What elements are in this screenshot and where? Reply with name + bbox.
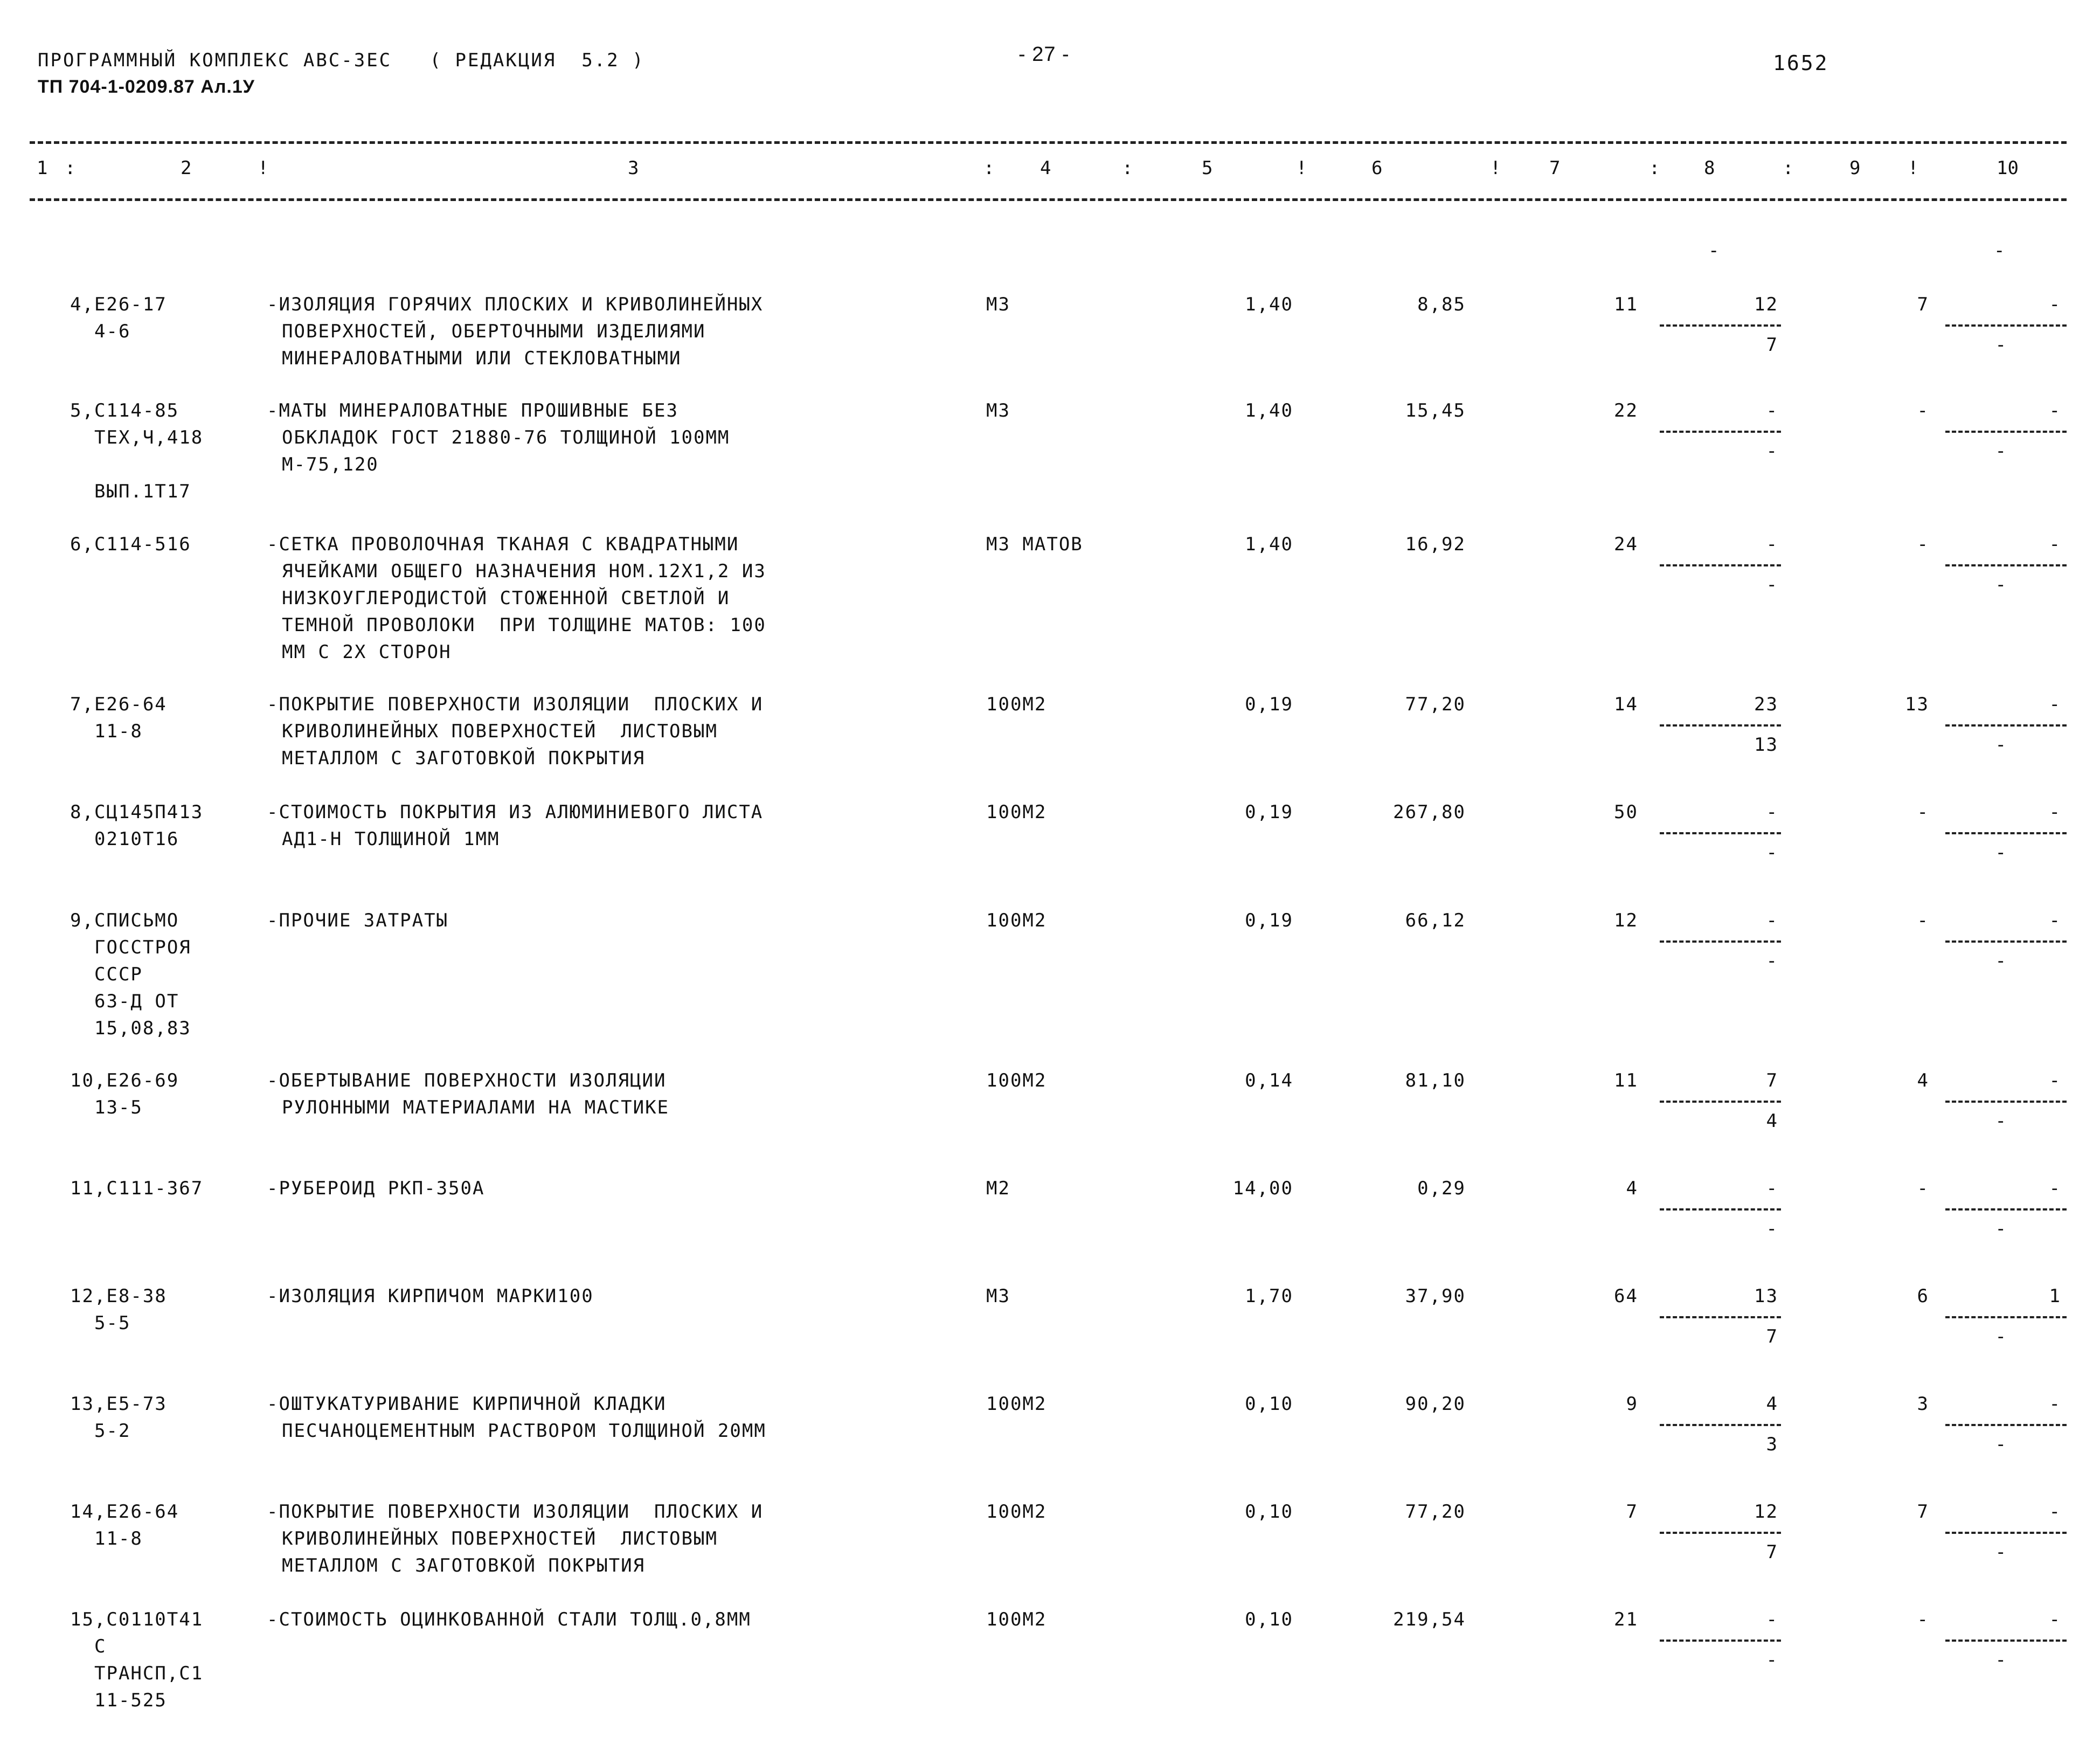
document-code: ТП 704-1-0209.87 Ал.1У [38,77,255,97]
row-col7: 4 [1626,1178,1638,1199]
row-col8-divider [1660,1532,1781,1534]
row-code-line: 8,СЦ145П413 [70,801,204,823]
row-col8-bottom: 7 [1766,334,1778,356]
row-code-line: 0210Т16 [94,828,179,850]
row-col8-bottom: - [1766,950,1778,972]
row-code [70,531,191,558]
row-col10-top: - [2049,1178,2061,1199]
row-unit-price: 8,85 [1417,294,1466,315]
row-unit: 100М2 [986,1070,1047,1091]
col-header-9: 9 [1849,157,1861,179]
row-code-line: 12,Е8-38 [70,1285,167,1307]
row-col7: 50 [1614,801,1638,823]
row-description-line: МИНЕРАЛОВАТНЫМИ ИЛИ СТЕКЛОВАТНЫМИ [282,348,682,369]
row-col10-top: - [2049,534,2061,555]
row-col10-bottom: - [1995,334,2007,356]
row-code [70,1498,179,1552]
row-description [267,1391,766,1444]
row-description-line: МЕТАЛЛОМ С ЗАГОТОВКОЙ ПОКРЫТИЯ [282,1555,646,1576]
row-col9: 3 [1917,1393,1929,1415]
row-col10-bottom: - [1995,440,2007,462]
row-col10-top: - [2049,801,2061,823]
row-col9: - [1917,801,1929,823]
row-col9: 6 [1917,1285,1929,1307]
row-col7: 7 [1626,1501,1638,1523]
row-description [267,691,763,772]
row-description-line: МЕТАЛЛОМ С ЗАГОТОВКОЙ ПОКРЫТИЯ [282,748,646,769]
col-header-6: 6 [1371,157,1383,179]
table-top-rule [30,141,2067,144]
row-col8-divider [1660,431,1781,433]
row-col10-top: - [2049,1609,2061,1630]
row-col8-bottom: 7 [1766,1541,1778,1563]
row-unit: 100М2 [986,910,1047,931]
row-code-line: ГОССТРОЯ [94,937,191,958]
row-col7: 22 [1614,400,1638,421]
row-col8-bottom: 7 [1766,1326,1778,1347]
row-col9: 13 [1905,694,1929,715]
col-header-3: 3 [628,157,639,179]
row-col10-bottom: - [1995,1218,2007,1240]
row-description-line: ММ С 2Х СТОРОН [282,641,452,663]
row-col7: 24 [1614,534,1638,555]
row-unit: М3 [986,294,1010,315]
row-col8-top: 12 [1754,294,1778,315]
row-unit-price: 90,20 [1405,1393,1466,1415]
row-col9: - [1917,400,1929,421]
row-description [267,1067,669,1121]
row-col10-divider [1945,1532,2067,1534]
row-unit: М3 [986,1285,1010,1307]
row-quantity: 1,40 [1245,400,1293,421]
row-unit: 100М2 [986,1501,1047,1523]
row-code-line: ВЫП.1Т17 [94,481,191,502]
row-description [267,1498,763,1579]
row-quantity: 1,40 [1245,294,1293,315]
row-col10-divider [1945,832,2067,834]
row-col10-bottom: - [1995,842,2007,863]
row-col10-bottom: - [1995,1649,2007,1671]
page-number: - 27 - [1018,43,1070,66]
row-col8-divider [1660,940,1781,943]
row-col9: - [1917,1178,1929,1199]
row-col8-bottom: - [1766,440,1778,462]
row-col10-divider [1945,1424,2067,1426]
row-col7: 21 [1614,1609,1638,1630]
row-description-line: НИЗКОУГЛЕРОДИСТОЙ СТОЖЕННОЙ СВЕТЛОЙ И [282,587,730,609]
row-code-line: 11-525 [94,1690,167,1711]
row-code-line: ТРАНСП,С1 [94,1663,204,1684]
row-code-line: 15,08,83 [94,1018,191,1039]
row-col7: 64 [1614,1285,1638,1307]
row-description-line: РУЛОННЫМИ МАТЕРИАЛАМИ НА МАСТИКЕ [282,1097,670,1118]
row-description-line: -ПОКРЫТИЕ ПОВЕРХНОСТИ ИЗОЛЯЦИИ ПЛОСКИХ И [267,1501,764,1523]
row-col10-bottom: - [1995,1434,2007,1455]
row-description-line: -СЕТКА ПРОВОЛОЧНАЯ ТКАНАЯ С КВАДРАТНЫМИ [267,534,739,555]
row-description-line: -ИЗОЛЯЦИЯ ГОРЯЧИХ ПЛОСКИХ И КРИВОЛИНЕЙНЫХ [267,294,764,315]
row-description [267,1606,751,1633]
row-description-line: -СТОИМОСТЬ ПОКРЫТИЯ ИЗ АЛЮМИНИЕВОГО ЛИСТА [267,801,764,823]
row-unit-price: 267,80 [1393,801,1466,823]
row-code-line: 11,С111-367 [70,1178,204,1199]
row-description-line: ПОВЕРХНОСТЕЙ, ОБЕРТОЧНЫМИ ИЗДЕЛИЯМИ [282,321,706,342]
row-col9: 4 [1917,1070,1929,1091]
row-code-line: 9,СПИСЬМО [70,910,179,931]
row-col8-top: - [1766,910,1778,931]
row-unit: М2 [986,1178,1010,1199]
row-description-line: КРИВОЛИНЕЙНЫХ ПОВЕРХНОСТЕЙ ЛИСТОВЫМ [282,721,718,742]
row-col8-divider [1660,1316,1781,1318]
row-col7: 9 [1626,1393,1638,1415]
row-code [70,1175,203,1202]
row-col10-bottom: - [1995,574,2007,596]
row-quantity: 0,10 [1245,1609,1293,1630]
row-unit: 100М2 [986,801,1047,823]
row-quantity: 0,19 [1245,694,1293,715]
row-col8-divider [1660,724,1781,727]
row-quantity: 0,10 [1245,1393,1293,1415]
row-unit: М3 [986,400,1010,421]
row-col8-top: 12 [1754,1501,1778,1523]
row-col9: 7 [1917,1501,1929,1523]
row-col10-divider [1945,1640,2067,1642]
top-mark-col8: - [1708,240,1721,261]
row-code-line: 14,Е26-64 [70,1501,179,1523]
row-col8-top: - [1766,400,1778,421]
row-code-line: 11-8 [94,721,143,742]
col-header-8: 8 [1704,157,1715,179]
col-header-4: 4 [1040,157,1051,179]
row-col10-bottom: - [1995,1326,2007,1347]
row-col9: - [1917,1609,1929,1630]
row-quantity: 1,70 [1245,1285,1293,1307]
row-unit-price: 0,29 [1417,1178,1466,1199]
row-col8-top: 4 [1766,1393,1778,1415]
row-code-line: СССР [94,964,143,985]
row-description-line: -РУБЕРОИД РКП-350А [267,1178,485,1199]
row-description-line: ТЕМНОЙ ПРОВОЛОКИ ПРИ ТОЛЩИНЕ МАТОВ: 100 [282,614,766,636]
row-col8-divider [1660,1208,1781,1211]
row-code-line: 13-5 [94,1097,143,1118]
row-col7: 11 [1614,294,1638,315]
row-col8-divider [1660,1101,1781,1103]
row-col8-bottom: 3 [1766,1434,1778,1455]
row-code-line [70,451,203,478]
row-col10-top: - [2049,400,2061,421]
row-quantity: 0,10 [1245,1501,1293,1523]
row-code-line: С [94,1636,107,1657]
row-col10-top: - [2049,694,2061,715]
row-description-line: АД1-Н ТОЛЩИНОЙ 1ММ [282,828,500,850]
col-header-2: 2 [181,157,192,179]
estimate-sheet: ПРОГРАММНЫЙ КОМПЛЕКС АВС-3ЕС ( РЕДАКЦИЯ 5.2 ) ТП 704-1-0209.87 Ал.1У - 27 - 1652 1 : 2 ! 3 : 4 : 5 ! 6 ! 7 : 8 : 9 ! 10 - - 4,Е26-17 4-6 -ИЗОЛЯЦИЯ ГОРЯЧИХ ПЛОСКИХ И КРИВОЛИНЕЙНЫХ ПОВЕРХНОСТЕЙ, ОБЕРТОЧНЫМИ ИЗДЕЛИЯМИ МИНЕРАЛОВАТНЫМИ ИЛИ СТЕКЛОВАТНЫМИ М3 1,40 8,85 11 12 7 7 - - 5,С114-85 ТЕХ,Ч,418 ВЫП.1Т17 -МАТЫ МИНЕРАЛОВАТНЫЕ ПРОШИВНЫЕ БЕЗ ОБКЛАДОК ГОСТ 21880-76 ТОЛЩИНОЙ 100ММ М-75,120 М3 1,40 15,45 22 - - - - - 6,С114-516 -СЕТКА ПРОВОЛОЧНАЯ ТКАНАЯ С КВАДРАТНЫМИ ЯЧЕЙКАМИ ОБЩЕГО НАЗНАЧЕНИЯ НОМ.12Х1,2 ИЗ НИЗКОУГЛЕРОДИСТОЙ СТОЖЕННОЙ СВЕТЛОЙ И ТЕМНОЙ ПРОВОЛОКИ ПРИ ТОЛЩИНЕ МАТОВ: 100 ММ С 2Х СТОРОН М3 МАТОВ 1,40 16,92 24 - - - - - 7,Е26-64 11-8 -ПОКРЫТИЕ ПОВЕРХНОСТИ ИЗОЛЯЦИИ ПЛОСКИХ И КРИВОЛИНЕЙНЫХ ПОВЕРХНОСТЕЙ ЛИСТОВЫМ МЕТАЛЛОМ С ЗАГОТОВКОЙ ПОКРЫТИЯ 100М2 0,19 77,20 14 23 13 13 - - 8,СЦ145П413 0210Т16 -СТОИМОСТЬ ПОКРЫТИЯ ИЗ АЛЮМИНИЕВОГО ЛИСТА АД1-Н ТОЛЩИНОЙ 1ММ 100М2 0,19 267,80 50 - - - - - 9,СПИСЬМО ГОССТРОЯ СССР 63-Д ОТ 15,08,83 -ПРОЧИЕ ЗАТРАТЫ 100М2 0,19 66,12 12 - - - - - 10,Е26-69 13-5 -ОБЕРТЫВАНИЕ ПОВЕРХНОСТИ ИЗОЛЯЦИИ РУЛОННЫМИ МАТЕРИАЛАМИ НА МАСТИКЕ 100М2 0,14 81,10 11 7 4 4 - - 11,С111-367 -РУБЕРОИД РКП-350А М2 14,00 0,29 4 - - - - - 12,Е8-38 5-5 -ИЗОЛЯЦИЯ КИРПИЧОМ МАРКИ100 М3 1,70 37,90 64 13 7 6 1 - 13,Е5-73 5-2 -ОШТУКАТУРИВАНИЕ КИРПИЧНОЙ КЛАДКИ ПЕСЧАНОЦЕМЕНТНЫМ РАСТВОРОМ ТОЛЩИНОЙ 20ММ 100М2 0,10 90,20 9 4 3 3 - - 14,Е26-64 11-8 -ПОКРЫТИЕ ПОВЕРХНОСТИ ИЗОЛЯЦИИ ПЛОСКИХ И КРИВОЛИНЕЙНЫХ ПОВЕРХНОСТЕЙ ЛИСТОВЫМ МЕТАЛЛОМ С ЗАГОТОВКОЙ ПОКРЫТИЯ 100М2 0,10 77,20 7 12 7 7 - - 15,С0110Т41 С ТРАНСП,С1 11-525 -СТОИМОСТЬ ОЦИНКОВАННОЙ СТАЛИ ТОЛЩ.0,8ММ 100М2 0,10 219,54 21 - - - - - [0,0,2100,1750]
row-description [267,799,763,853]
row-col8-divider [1660,564,1781,566]
row-col8-top: - [1766,1609,1778,1630]
row-col10-divider [1945,1316,2067,1318]
row-description [267,397,730,478]
row-code-line: ТЕХ,Ч,418 [94,427,204,448]
row-unit-price: 77,20 [1405,694,1466,715]
row-col10-divider [1945,724,2067,727]
row-unit: 100М2 [986,1609,1047,1630]
row-col8-divider [1660,1424,1781,1426]
row-col10-top: - [2049,1501,2061,1523]
row-col10-bottom: - [1995,734,2007,756]
row-col8-bottom: - [1766,574,1778,596]
row-description [267,1283,594,1310]
row-code [70,799,203,853]
row-col8-bottom: 13 [1754,734,1778,756]
row-col7: 12 [1614,910,1638,931]
row-code-line: 13,Е5-73 [70,1393,167,1415]
row-col10-bottom: - [1995,950,2007,972]
row-col9: - [1917,910,1929,931]
row-description-line: -СТОИМОСТЬ ОЦИНКОВАННОЙ СТАЛИ ТОЛЩ.0,8ММ [267,1609,751,1630]
row-col7: 11 [1614,1070,1638,1091]
row-code [70,1283,167,1337]
row-description-line: -ИЗОЛЯЦИЯ КИРПИЧОМ МАРКИ100 [267,1285,594,1307]
row-col8-top: 13 [1754,1285,1778,1307]
row-code-line: 5-5 [94,1312,131,1334]
row-quantity: 0,14 [1245,1070,1293,1091]
row-col10-divider [1945,431,2067,433]
row-col10-top: 1 [2049,1285,2061,1307]
row-description-line: -ПРОЧИЕ ЗАТРАТЫ [267,910,449,931]
row-col10-divider [1945,940,2067,943]
row-col8-bottom: - [1766,1218,1778,1240]
row-col9: - [1917,534,1929,555]
row-code [70,1606,203,1714]
row-description-line: -ОШТУКАТУРИВАНИЕ КИРПИЧНОЙ КЛАДКИ [267,1393,667,1415]
row-col8-top: - [1766,801,1778,823]
row-col8-divider [1660,1640,1781,1642]
row-col8-divider [1660,832,1781,834]
row-unit: 100М2 [986,694,1047,715]
row-description-line: КРИВОЛИНЕЙНЫХ ПОВЕРХНОСТЕЙ ЛИСТОВЫМ [282,1528,718,1550]
table-header-rule [30,198,2067,201]
row-col8-divider [1660,324,1781,327]
row-col10-divider [1945,1101,2067,1103]
row-code [70,397,203,505]
row-description-line: -ОБЕРТЫВАНИЕ ПОВЕРХНОСТИ ИЗОЛЯЦИИ [267,1070,667,1091]
row-code-line: 63-Д ОТ [94,991,179,1012]
row-col8-top: 23 [1754,694,1778,715]
row-unit-price: 16,92 [1405,534,1466,555]
row-description [267,531,766,666]
row-description-line: -ПОКРЫТИЕ ПОВЕРХНОСТИ ИЗОЛЯЦИИ ПЛОСКИХ И [267,694,764,715]
col-header-7: 7 [1549,157,1561,179]
row-col10-top: - [2049,910,2061,931]
sheet-number: 1652 [1773,51,1829,75]
row-col8-bottom: - [1766,1649,1778,1671]
row-description [267,291,763,372]
row-quantity: 14,00 [1232,1178,1293,1199]
row-col10-divider [1945,1208,2067,1211]
row-description [267,1175,484,1202]
row-col8-top: - [1766,534,1778,555]
row-col9: 7 [1917,294,1929,315]
row-description-line: -МАТЫ МИНЕРАЛОВАТНЫЕ ПРОШИВНЫЕ БЕЗ [267,400,678,421]
row-col8-top: - [1766,1178,1778,1199]
row-code [70,907,191,1042]
row-description-line: М-75,120 [282,454,379,475]
row-code-line: 11-8 [94,1528,143,1550]
row-col8-top: 7 [1766,1070,1778,1091]
row-code-line: 5,С114-85 [70,400,179,421]
row-unit-price: 77,20 [1405,1501,1466,1523]
row-col10-top: - [2049,294,2061,315]
row-col10-divider [1945,324,2067,327]
row-description-line: ОБКЛАДОК ГОСТ 21880-76 ТОЛЩИНОЙ 100ММ [282,427,730,448]
col-header-10: 10 [1997,157,2019,179]
row-unit: 100М2 [986,1393,1047,1415]
row-col10-bottom: - [1995,1110,2007,1132]
row-quantity: 1,40 [1245,534,1293,555]
row-col7: 14 [1614,694,1638,715]
row-description [267,907,448,934]
col-header-5: 5 [1202,157,1213,179]
row-col10-bottom: - [1995,1541,2007,1563]
row-quantity: 0,19 [1245,801,1293,823]
row-code [70,1391,167,1444]
row-code [70,1067,179,1121]
row-col8-bottom: 4 [1766,1110,1778,1132]
row-description-line: ЯЧЕЙКАМИ ОБЩЕГО НАЗНАЧЕНИЯ НОМ.12Х1,2 ИЗ [282,561,766,582]
row-unit-price: 15,45 [1405,400,1466,421]
top-mark-col10: - [1994,240,2006,261]
row-code-line: 4-6 [94,321,131,342]
row-col8-bottom: - [1766,842,1778,863]
row-unit-price: 66,12 [1405,910,1466,931]
row-unit-price: 81,10 [1405,1070,1466,1091]
program-title: ПРОГРАММНЫЙ КОМПЛЕКС АВС-3ЕС ( РЕДАКЦИЯ 5.2 ) [38,50,645,71]
row-code-line: 4,Е26-17 [70,294,167,315]
row-code-line: 7,Е26-64 [70,694,167,715]
row-unit-price: 37,90 [1405,1285,1466,1307]
row-col10-top: - [2049,1393,2061,1415]
row-col10-divider [1945,564,2067,566]
row-quantity: 0,19 [1245,910,1293,931]
row-code-line: 10,Е26-69 [70,1070,179,1091]
row-code-line: 6,С114-516 [70,534,191,555]
row-code-line: 5-2 [94,1420,131,1442]
row-code [70,691,167,745]
row-description-line: ПЕСЧАНОЦЕМЕНТНЫМ РАСТВОРОМ ТОЛЩИНОЙ 20ММ [282,1420,766,1442]
row-code-line: 15,С0110Т41 [70,1609,204,1630]
row-code [70,291,167,345]
row-col10-top: - [2049,1070,2061,1091]
row-unit-price: 219,54 [1393,1609,1466,1630]
col-header-1: 1 [37,157,48,179]
row-unit: М3 МАТОВ [986,534,1083,555]
